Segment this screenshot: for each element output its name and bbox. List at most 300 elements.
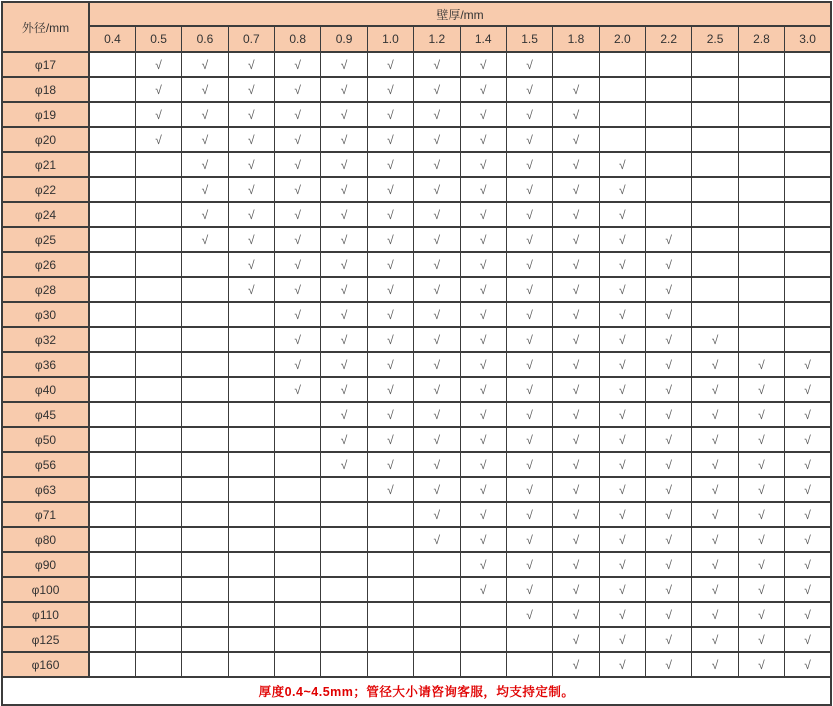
empty-cell [785, 227, 831, 252]
empty-cell [89, 527, 135, 552]
empty-cell [321, 502, 367, 527]
check-cell: √ [553, 602, 599, 627]
check-cell: √ [321, 227, 367, 252]
check-cell: √ [367, 377, 413, 402]
check-cell: √ [414, 227, 460, 252]
empty-cell [692, 52, 738, 77]
empty-cell [599, 127, 645, 152]
empty-cell [228, 377, 274, 402]
empty-cell [367, 552, 413, 577]
empty-cell [182, 477, 228, 502]
check-cell: √ [367, 102, 413, 127]
check-cell: √ [506, 227, 552, 252]
empty-cell [228, 502, 274, 527]
check-cell: √ [228, 202, 274, 227]
table-row [2, 327, 831, 352]
check-cell: √ [692, 652, 738, 677]
check-cell: √ [553, 527, 599, 552]
check-cell: √ [321, 427, 367, 452]
diameter-label: φ28 [2, 277, 89, 302]
check-cell: √ [460, 352, 506, 377]
footer-row [2, 677, 831, 705]
check-cell: √ [228, 252, 274, 277]
check-cell: √ [321, 102, 367, 127]
check-cell: √ [228, 177, 274, 202]
check-cell: √ [460, 452, 506, 477]
check-cell: √ [275, 152, 321, 177]
check-cell: √ [738, 402, 784, 427]
check-cell: √ [599, 402, 645, 427]
check-cell: √ [228, 102, 274, 127]
check-cell: √ [646, 602, 692, 627]
empty-cell [692, 302, 738, 327]
table-row [2, 102, 831, 127]
empty-cell [89, 477, 135, 502]
table-row [2, 152, 831, 177]
check-cell: √ [506, 352, 552, 377]
diameter-label: φ26 [2, 252, 89, 277]
check-cell: √ [321, 152, 367, 177]
check-cell: √ [414, 77, 460, 102]
check-cell: √ [692, 327, 738, 352]
check-cell: √ [599, 502, 645, 527]
check-cell: √ [553, 477, 599, 502]
empty-cell [646, 202, 692, 227]
check-cell: √ [599, 202, 645, 227]
empty-cell [275, 602, 321, 627]
empty-cell [135, 502, 181, 527]
empty-cell [89, 152, 135, 177]
check-cell: √ [228, 52, 274, 77]
check-cell: √ [646, 352, 692, 377]
empty-cell [228, 652, 274, 677]
empty-cell [692, 227, 738, 252]
empty-cell [738, 227, 784, 252]
table-row [2, 527, 831, 552]
check-cell: √ [321, 177, 367, 202]
check-cell: √ [367, 227, 413, 252]
empty-cell [738, 202, 784, 227]
table-row [2, 252, 831, 277]
empty-cell [692, 252, 738, 277]
thickness-col-header: 1.2 [414, 26, 460, 52]
check-cell: √ [506, 152, 552, 177]
check-cell: √ [321, 77, 367, 102]
check-cell: √ [275, 352, 321, 377]
empty-cell [738, 127, 784, 152]
check-cell: √ [646, 652, 692, 677]
empty-cell [785, 52, 831, 77]
check-cell: √ [506, 202, 552, 227]
diameter-label: φ36 [2, 352, 89, 377]
check-cell: √ [367, 452, 413, 477]
empty-cell [89, 377, 135, 402]
empty-cell [785, 152, 831, 177]
check-cell: √ [460, 77, 506, 102]
check-cell: √ [553, 327, 599, 352]
check-cell: √ [414, 327, 460, 352]
empty-cell [182, 627, 228, 652]
check-cell: √ [599, 627, 645, 652]
empty-cell [275, 502, 321, 527]
empty-cell [738, 177, 784, 202]
empty-cell [553, 52, 599, 77]
thickness-col-header: 0.6 [182, 26, 228, 52]
empty-cell [367, 627, 413, 652]
check-cell: √ [506, 327, 552, 352]
check-cell: √ [367, 177, 413, 202]
check-cell: √ [599, 302, 645, 327]
check-cell: √ [460, 152, 506, 177]
table-row [2, 352, 831, 377]
check-cell: √ [460, 477, 506, 502]
diameter-label: φ24 [2, 202, 89, 227]
empty-cell [228, 352, 274, 377]
empty-cell [228, 327, 274, 352]
check-cell: √ [785, 652, 831, 677]
check-cell: √ [228, 152, 274, 177]
check-cell: √ [599, 527, 645, 552]
check-cell: √ [460, 302, 506, 327]
empty-cell [646, 177, 692, 202]
check-cell: √ [553, 627, 599, 652]
thickness-col-header: 1.4 [460, 26, 506, 52]
thickness-col-header: 0.4 [89, 26, 135, 52]
check-cell: √ [135, 127, 181, 152]
thickness-col-header: 2.0 [599, 26, 645, 52]
diameter-label: φ50 [2, 427, 89, 452]
check-cell: √ [182, 102, 228, 127]
check-cell: √ [599, 352, 645, 377]
empty-cell [738, 152, 784, 177]
check-cell: √ [367, 152, 413, 177]
thickness-col-header: 1.0 [367, 26, 413, 52]
empty-cell [785, 102, 831, 127]
table-row [2, 652, 831, 677]
check-cell: √ [738, 427, 784, 452]
diameter-label: φ20 [2, 127, 89, 152]
diameter-label: φ125 [2, 627, 89, 652]
empty-cell [321, 477, 367, 502]
table-row [2, 627, 831, 652]
check-cell: √ [414, 377, 460, 402]
empty-cell [599, 52, 645, 77]
empty-cell [182, 527, 228, 552]
empty-cell [414, 627, 460, 652]
empty-cell [646, 152, 692, 177]
diameter-label: φ17 [2, 52, 89, 77]
empty-cell [785, 327, 831, 352]
check-cell: √ [738, 527, 784, 552]
check-cell: √ [506, 127, 552, 152]
empty-cell [275, 402, 321, 427]
empty-cell [460, 602, 506, 627]
check-cell: √ [367, 477, 413, 502]
check-cell: √ [553, 427, 599, 452]
empty-cell [135, 402, 181, 427]
check-cell: √ [646, 302, 692, 327]
empty-cell [135, 352, 181, 377]
empty-cell [182, 502, 228, 527]
check-cell: √ [646, 527, 692, 552]
empty-cell [321, 527, 367, 552]
empty-cell [460, 652, 506, 677]
check-cell: √ [553, 227, 599, 252]
check-cell: √ [692, 527, 738, 552]
empty-cell [738, 252, 784, 277]
check-cell: √ [506, 252, 552, 277]
empty-cell [275, 627, 321, 652]
empty-cell [135, 477, 181, 502]
empty-cell [228, 427, 274, 452]
empty-cell [692, 277, 738, 302]
empty-cell [599, 77, 645, 102]
check-cell: √ [553, 352, 599, 377]
empty-cell [228, 402, 274, 427]
check-cell: √ [553, 252, 599, 277]
empty-cell [460, 627, 506, 652]
check-cell: √ [414, 277, 460, 302]
empty-cell [785, 277, 831, 302]
empty-cell [414, 552, 460, 577]
check-cell: √ [182, 152, 228, 177]
check-cell: √ [460, 552, 506, 577]
check-cell: √ [414, 352, 460, 377]
check-cell: √ [785, 577, 831, 602]
empty-cell [367, 602, 413, 627]
check-cell: √ [414, 202, 460, 227]
check-cell: √ [599, 252, 645, 277]
check-cell: √ [506, 452, 552, 477]
empty-cell [785, 77, 831, 102]
diameter-label: φ30 [2, 302, 89, 327]
check-cell: √ [321, 352, 367, 377]
check-cell: √ [599, 152, 645, 177]
check-cell: √ [460, 202, 506, 227]
check-cell: √ [553, 127, 599, 152]
empty-cell [135, 227, 181, 252]
check-cell: √ [460, 502, 506, 527]
wall-thickness-group-header: 壁厚/mm [89, 2, 831, 26]
check-cell: √ [460, 252, 506, 277]
check-cell: √ [738, 552, 784, 577]
diameter-label: φ40 [2, 377, 89, 402]
empty-cell [275, 652, 321, 677]
diameter-label: φ80 [2, 527, 89, 552]
check-cell: √ [553, 102, 599, 127]
check-cell: √ [367, 402, 413, 427]
check-cell: √ [414, 452, 460, 477]
check-cell: √ [321, 377, 367, 402]
table-row [2, 177, 831, 202]
check-cell: √ [506, 527, 552, 552]
empty-cell [89, 602, 135, 627]
empty-cell [182, 327, 228, 352]
check-cell: √ [275, 252, 321, 277]
check-cell: √ [785, 402, 831, 427]
check-cell: √ [785, 552, 831, 577]
check-cell: √ [182, 177, 228, 202]
empty-cell [89, 302, 135, 327]
check-cell: √ [646, 377, 692, 402]
check-cell: √ [460, 52, 506, 77]
table-row [2, 577, 831, 602]
empty-cell [89, 502, 135, 527]
empty-cell [182, 427, 228, 452]
check-cell: √ [506, 177, 552, 202]
check-cell: √ [414, 402, 460, 427]
check-cell: √ [506, 277, 552, 302]
check-cell: √ [414, 302, 460, 327]
thickness-col-header: 0.5 [135, 26, 181, 52]
empty-cell [414, 652, 460, 677]
table-row [2, 477, 831, 502]
diameter-label: φ100 [2, 577, 89, 602]
empty-cell [692, 127, 738, 152]
check-cell: √ [228, 77, 274, 102]
check-cell: √ [553, 552, 599, 577]
empty-cell [89, 177, 135, 202]
empty-cell [135, 252, 181, 277]
diameter-label: φ32 [2, 327, 89, 352]
empty-cell [89, 252, 135, 277]
check-cell: √ [506, 577, 552, 602]
check-cell: √ [646, 552, 692, 577]
check-cell: √ [599, 602, 645, 627]
check-cell: √ [506, 502, 552, 527]
empty-cell [182, 602, 228, 627]
check-cell: √ [275, 177, 321, 202]
empty-cell [414, 602, 460, 627]
check-cell: √ [228, 227, 274, 252]
diameter-label: φ160 [2, 652, 89, 677]
diameter-label: φ45 [2, 402, 89, 427]
check-cell: √ [321, 277, 367, 302]
check-cell: √ [182, 52, 228, 77]
table-row [2, 227, 831, 252]
thickness-col-header: 1.5 [506, 26, 552, 52]
empty-cell [135, 202, 181, 227]
check-cell: √ [738, 602, 784, 627]
empty-cell [367, 652, 413, 677]
check-cell: √ [599, 427, 645, 452]
empty-cell [135, 427, 181, 452]
empty-cell [321, 627, 367, 652]
check-cell: √ [599, 327, 645, 352]
empty-cell [785, 202, 831, 227]
empty-cell [135, 377, 181, 402]
empty-cell [182, 577, 228, 602]
check-cell: √ [321, 52, 367, 77]
empty-cell [182, 452, 228, 477]
check-cell: √ [506, 602, 552, 627]
empty-cell [135, 652, 181, 677]
empty-cell [414, 577, 460, 602]
outer-diameter-header: 外径/mm [2, 2, 89, 52]
check-cell: √ [646, 452, 692, 477]
check-cell: √ [460, 177, 506, 202]
empty-cell [228, 527, 274, 552]
empty-cell [275, 427, 321, 452]
check-cell: √ [460, 427, 506, 452]
empty-cell [89, 77, 135, 102]
check-cell: √ [553, 452, 599, 477]
empty-cell [89, 552, 135, 577]
thickness-col-header: 0.8 [275, 26, 321, 52]
check-cell: √ [692, 552, 738, 577]
empty-cell [135, 452, 181, 477]
check-cell: √ [460, 277, 506, 302]
check-cell: √ [506, 102, 552, 127]
diameter-label: φ56 [2, 452, 89, 477]
empty-cell [646, 127, 692, 152]
empty-cell [228, 452, 274, 477]
empty-cell [135, 602, 181, 627]
empty-cell [89, 202, 135, 227]
empty-cell [692, 77, 738, 102]
check-cell: √ [321, 327, 367, 352]
empty-cell [692, 152, 738, 177]
check-cell: √ [553, 77, 599, 102]
check-cell: √ [599, 377, 645, 402]
check-cell: √ [738, 652, 784, 677]
empty-cell [89, 652, 135, 677]
empty-cell [182, 302, 228, 327]
empty-cell [738, 277, 784, 302]
check-cell: √ [692, 602, 738, 627]
check-cell: √ [460, 327, 506, 352]
check-cell: √ [367, 327, 413, 352]
check-cell: √ [135, 102, 181, 127]
diameter-label: φ90 [2, 552, 89, 577]
check-cell: √ [646, 227, 692, 252]
empty-cell [182, 252, 228, 277]
empty-cell [367, 577, 413, 602]
check-cell: √ [506, 52, 552, 77]
thickness-col-header: 2.8 [738, 26, 784, 52]
check-cell: √ [738, 502, 784, 527]
check-cell: √ [692, 577, 738, 602]
empty-cell [228, 477, 274, 502]
check-cell: √ [738, 452, 784, 477]
check-cell: √ [599, 552, 645, 577]
check-cell: √ [646, 577, 692, 602]
diameter-label: φ22 [2, 177, 89, 202]
empty-cell [275, 452, 321, 477]
empty-cell [785, 252, 831, 277]
diameter-label: φ110 [2, 602, 89, 627]
check-cell: √ [785, 352, 831, 377]
check-cell: √ [646, 327, 692, 352]
empty-cell [321, 602, 367, 627]
thickness-header-row [2, 26, 831, 52]
empty-cell [738, 327, 784, 352]
check-cell: √ [182, 77, 228, 102]
empty-cell [321, 652, 367, 677]
check-cell: √ [506, 302, 552, 327]
thickness-col-header: 2.2 [646, 26, 692, 52]
empty-cell [275, 477, 321, 502]
check-cell: √ [785, 502, 831, 527]
check-cell: √ [553, 652, 599, 677]
empty-cell [135, 527, 181, 552]
diameter-label: φ63 [2, 477, 89, 502]
check-cell: √ [275, 102, 321, 127]
empty-cell [599, 102, 645, 127]
empty-cell [89, 277, 135, 302]
check-cell: √ [321, 202, 367, 227]
empty-cell [275, 552, 321, 577]
